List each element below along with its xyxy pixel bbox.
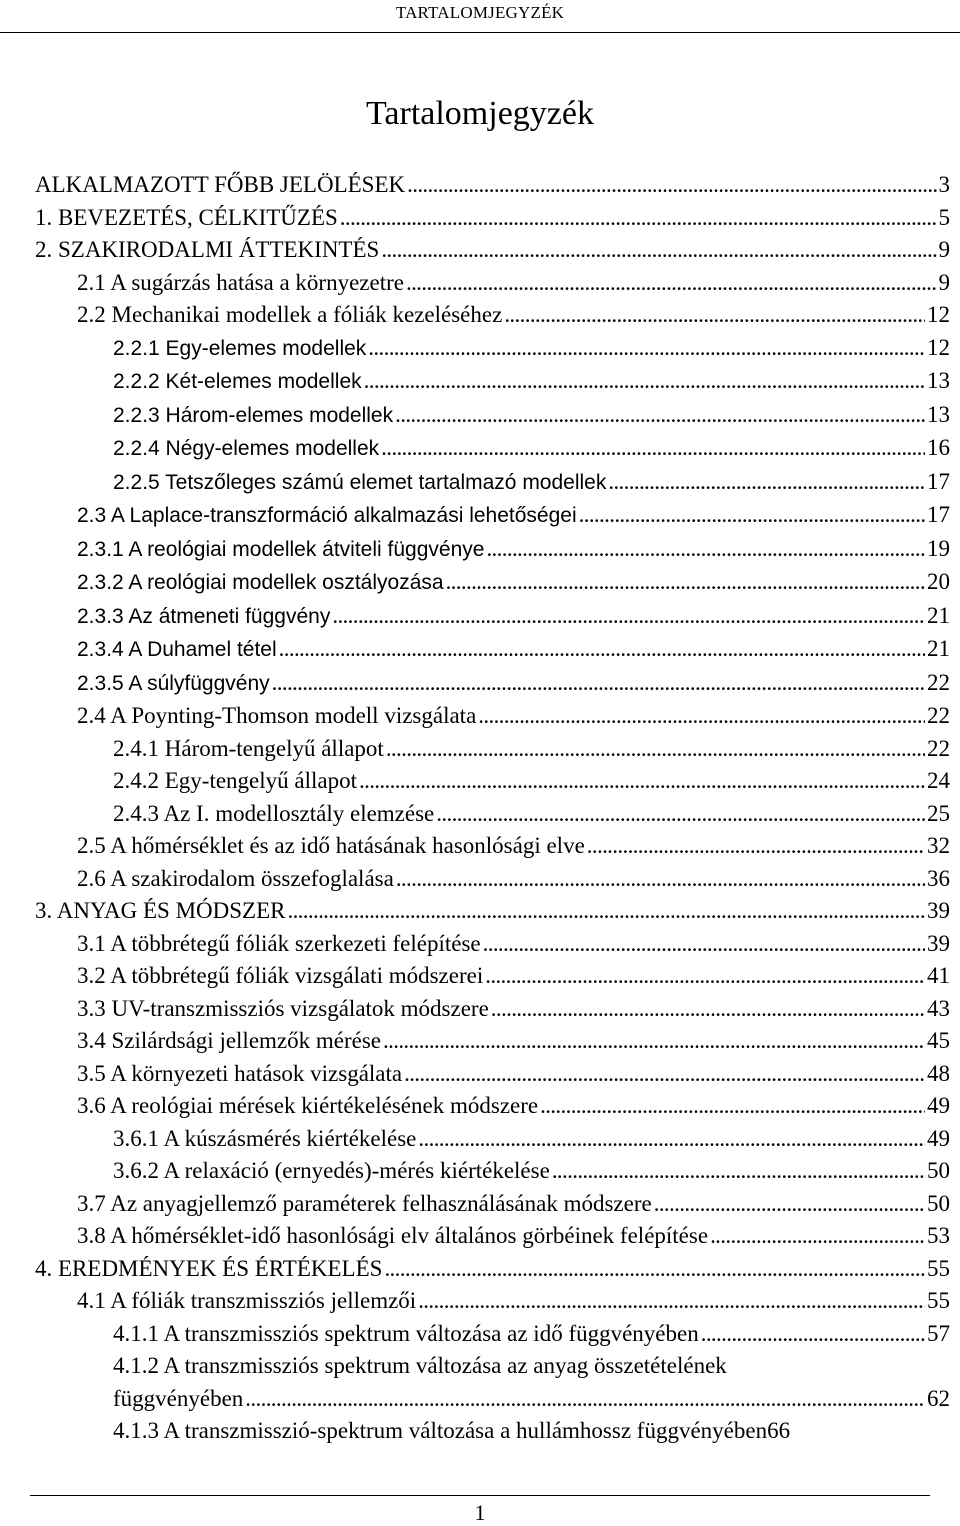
- toc-entry-page: 20: [927, 569, 950, 594]
- dot-leader: [446, 566, 925, 599]
- toc-entry[interactable]: [35, 234, 950, 267]
- dot-leader: [279, 633, 925, 666]
- toc-entry[interactable]: [35, 566, 950, 600]
- toc-entry-label: 3.5 A környezeti hatások vizsgálata: [77, 1060, 403, 1086]
- table-of-contents: [35, 169, 950, 1448]
- toc-entry-page: 17: [927, 502, 950, 527]
- dot-leader: [396, 863, 925, 896]
- toc-entry-page: 53: [927, 1223, 950, 1248]
- toc-entry-label: 3.1 A többrétegű fóliák szerkezeti felépítése: [77, 930, 481, 956]
- toc-entry-page: 55: [927, 1288, 950, 1313]
- toc-entry[interactable]: [35, 1058, 950, 1091]
- toc-entry[interactable]: [35, 633, 950, 667]
- running-header-title: TARTALOMJEGYZÉK: [395, 3, 565, 22]
- toc-entry-label: 3.7 Az anyagjellemző paraméterek felhasználásának módszere: [77, 1190, 652, 1216]
- toc-entry-label: 2.3.2 A reológiai modellek osztályozása: [77, 571, 444, 594]
- footer-divider: [30, 1495, 930, 1496]
- toc-entry-page: 13: [927, 368, 950, 393]
- toc-entry-label: 2.4.3 Az I. modellosztály elemzése: [113, 800, 435, 826]
- toc-entry[interactable]: [35, 993, 950, 1026]
- toc-entry-page: 36: [927, 865, 950, 891]
- toc-entry-label: 2.3 A Laplace-transzformáció alkalmazási lehetőségei: [77, 504, 577, 527]
- page-title: Tartalomjegyzék: [366, 95, 594, 132]
- toc-entry[interactable]: [35, 1415, 950, 1448]
- toc-entry-page: 22: [927, 703, 950, 728]
- toc-entry[interactable]: [35, 1350, 950, 1415]
- dot-leader: [608, 466, 925, 499]
- toc-entry-label: 3. ANYAG ÉS MÓDSZER: [35, 898, 286, 923]
- dot-leader: [485, 960, 925, 993]
- toc-entry-page: 13: [927, 401, 950, 427]
- toc-entry[interactable]: [35, 1285, 950, 1318]
- toc-entry-page: 25: [927, 800, 950, 826]
- toc-entry[interactable]: [35, 1090, 950, 1123]
- toc-entry-label: 2.1 A sugárzás hatása a környezetre: [77, 269, 404, 295]
- toc-entry-page: 66: [767, 1418, 791, 1443]
- toc-entry-label: 2.4.2 Egy-tengelyű állapot: [113, 768, 357, 793]
- toc-entry[interactable]: [35, 600, 950, 634]
- toc-entry-label: 2.4.1 Három-tengelyű állapot: [113, 735, 384, 761]
- toc-entry[interactable]: [35, 365, 950, 399]
- dot-leader: [406, 267, 937, 300]
- dot-leader: [381, 432, 925, 465]
- dot-leader: [404, 1058, 925, 1091]
- toc-entry[interactable]: [35, 533, 950, 567]
- toc-entry[interactable]: [35, 667, 950, 701]
- toc-entry-page: 17: [927, 468, 950, 494]
- toc-entry-label: 3.6.1 A kúszásmérés kiértékelése: [113, 1125, 417, 1151]
- toc-entry[interactable]: [35, 765, 950, 798]
- toc-entry-page: 50: [927, 1190, 950, 1216]
- toc-entry-page: 21: [927, 602, 950, 628]
- dot-leader: [654, 1188, 925, 1221]
- dot-leader: [540, 1090, 925, 1123]
- toc-entry[interactable]: [35, 332, 950, 366]
- toc-entry[interactable]: [35, 1155, 950, 1188]
- toc-entry-page: 55: [927, 1255, 950, 1281]
- toc-entry-label: 2.2.5 Tetszőleges számú elemet tartalmazó modellek: [113, 470, 607, 494]
- toc-entry-label: 2.3.4 A Duhamel tétel: [77, 638, 277, 661]
- toc-entry-label: 2.2.2 Két-elemes modellek: [113, 370, 362, 393]
- toc-entry-label: 2. SZAKIRODALMI ÁTTEKINTÉS: [35, 237, 380, 262]
- dot-leader: [552, 1155, 925, 1188]
- toc-entry-label: 4. EREDMÉNYEK ÉS ÉRTÉKELÉS: [35, 1255, 383, 1281]
- toc-entry[interactable]: [35, 830, 950, 863]
- toc-entry[interactable]: [35, 1188, 950, 1221]
- toc-entry-page: 9: [938, 269, 950, 295]
- toc-entry-page: 19: [927, 535, 950, 561]
- dot-leader: [368, 332, 925, 365]
- running-header: [0, 0, 960, 33]
- toc-entry-page: 22: [927, 735, 950, 761]
- toc-entry-label: 2.5 A hőmérséklet és az idő hatásának hasonlósági elve: [77, 833, 585, 858]
- toc-entry-label: 3.4 Szilárdsági jellemzők mérése: [77, 1028, 382, 1053]
- dot-leader: [486, 533, 925, 566]
- toc-entry-label: 2.2.1 Egy-elemes modellek: [113, 336, 367, 360]
- dot-leader: [245, 1383, 925, 1416]
- toc-entry[interactable]: [35, 1253, 950, 1286]
- toc-entry[interactable]: [35, 1123, 950, 1156]
- toc-entry-page: 41: [927, 963, 950, 988]
- toc-entry-page: 39: [927, 930, 950, 956]
- dot-leader: [436, 798, 925, 831]
- dot-leader: [418, 1123, 925, 1156]
- toc-entry-label-continued: függvényében: [113, 1385, 244, 1411]
- toc-entry-page: 12: [927, 302, 950, 327]
- toc-entry[interactable]: [35, 399, 950, 433]
- toc-entry-label: 1. BEVEZETÉS, CÉLKITŰZÉS: [35, 204, 338, 230]
- dot-leader: [383, 1025, 925, 1058]
- toc-entry[interactable]: [35, 798, 950, 831]
- toc-entry-label: 2.3.1 A reológiai modellek átviteli függvénye: [77, 537, 485, 561]
- toc-entry[interactable]: [35, 202, 950, 235]
- toc-entry[interactable]: [35, 733, 950, 766]
- dot-leader: [407, 169, 936, 202]
- toc-entry-page: 62: [927, 1385, 950, 1411]
- toc-entry[interactable]: [35, 1318, 950, 1351]
- toc-entry-label: 3.8 A hőmérséklet-idő hasonlósági elv általános görbéinek felépítése: [77, 1223, 709, 1248]
- toc-entry[interactable]: [35, 700, 950, 733]
- dot-leader: [579, 499, 925, 532]
- toc-entry[interactable]: [35, 960, 950, 993]
- toc-entry-page: 45: [927, 1028, 950, 1053]
- toc-entry-label: 2.2.3 Három-elemes modellek: [113, 403, 394, 427]
- toc-entry-label: 2.6 A szakirodalom összefoglalása: [77, 865, 394, 891]
- toc-entry-page: 39: [927, 898, 950, 923]
- dot-leader: [478, 700, 925, 733]
- toc-entry-label: 3.3 UV-transzmissziós vizsgálatok módszere: [77, 995, 489, 1021]
- dot-leader: [418, 1285, 925, 1318]
- toc-entry[interactable]: [35, 499, 950, 533]
- toc-entry-page: 43: [927, 995, 950, 1021]
- toc-entry[interactable]: [35, 267, 950, 300]
- toc-entry-page: 5: [938, 204, 950, 230]
- toc-entry-page: 48: [927, 1060, 950, 1086]
- dot-leader: [491, 993, 925, 1026]
- toc-entry[interactable]: [35, 432, 950, 466]
- toc-entry[interactable]: [35, 1025, 950, 1058]
- dot-leader: [359, 765, 925, 798]
- toc-entry-label: 2.2 Mechanikai modellek a fóliák kezeléséhez: [77, 302, 503, 327]
- toc-entry[interactable]: [35, 1220, 950, 1253]
- toc-entry-page: 50: [927, 1158, 950, 1183]
- toc-entry-label: 2.4 A Poynting-Thomson modell vizsgálata: [77, 703, 477, 728]
- toc-entry-page: 16: [927, 435, 950, 460]
- toc-entry-page: 12: [927, 334, 950, 360]
- toc-entry-page: 21: [927, 636, 950, 661]
- toc-entry-label: 3.2 A többrétegű fóliák vizsgálati módszerei: [77, 963, 484, 988]
- toc-entry[interactable]: [35, 299, 950, 332]
- toc-entry-label: 3.6 A reológiai mérések kiértékelésének módszere: [77, 1093, 539, 1118]
- dot-leader: [710, 1220, 925, 1253]
- page-number: 1: [474, 1500, 486, 1525]
- toc-entry-page: 3: [938, 172, 950, 197]
- dot-leader: [364, 365, 925, 398]
- toc-entry-label: 3.6.2 A relaxáció (ernyedés)-mérés kiértékelése: [113, 1158, 550, 1183]
- toc-entry-label: 4.1.3 A transzmisszió-spektrum változása a hullámhossz függvényében: [113, 1418, 768, 1443]
- toc-entry-page: 24: [927, 768, 950, 793]
- dot-leader: [384, 1253, 925, 1286]
- toc-entry[interactable]: [35, 895, 950, 928]
- toc-entry[interactable]: [35, 928, 950, 961]
- toc-entry-label: 2.3.5 A súlyfüggvény: [77, 671, 270, 695]
- toc-entry-page: 49: [927, 1125, 950, 1151]
- toc-entry-page: 9: [938, 237, 950, 262]
- toc-entry-label: 4.1 A fóliák transzmissziós jellemzői: [77, 1288, 417, 1313]
- toc-entry-label: 2.3.3 Az átmeneti függvény: [77, 604, 331, 628]
- toc-entry-label: 2.2.4 Négy-elemes modellek: [113, 437, 380, 460]
- dot-leader: [701, 1318, 925, 1351]
- toc-entry-page: 57: [927, 1320, 950, 1346]
- toc-entry-page: 49: [927, 1093, 950, 1118]
- toc-entry-page: 32: [927, 833, 950, 858]
- dot-leader: [504, 299, 925, 332]
- dot-leader: [395, 399, 925, 432]
- toc-entry[interactable]: [35, 169, 950, 202]
- dot-leader: [386, 733, 925, 766]
- dot-leader: [483, 928, 925, 961]
- toc-entry-label: ALKALMAZOTT FŐBB JELÖLÉSEK: [35, 172, 406, 197]
- toc-entry[interactable]: [35, 863, 950, 896]
- dot-leader: [287, 895, 925, 928]
- toc-entry-page: 22: [927, 669, 950, 695]
- dot-leader: [381, 234, 936, 267]
- toc-entry[interactable]: [35, 466, 950, 500]
- dot-leader: [587, 830, 925, 863]
- dot-leader: [332, 600, 925, 633]
- dot-leader: [272, 667, 925, 700]
- toc-entry-label: 4.1.1 A transzmissziós spektrum változása az idő függvényében: [113, 1320, 699, 1346]
- dot-leader: [340, 202, 937, 235]
- toc-entry-label: 4.1.2 A transzmissziós spektrum változása az anyag összetételének: [113, 1353, 727, 1378]
